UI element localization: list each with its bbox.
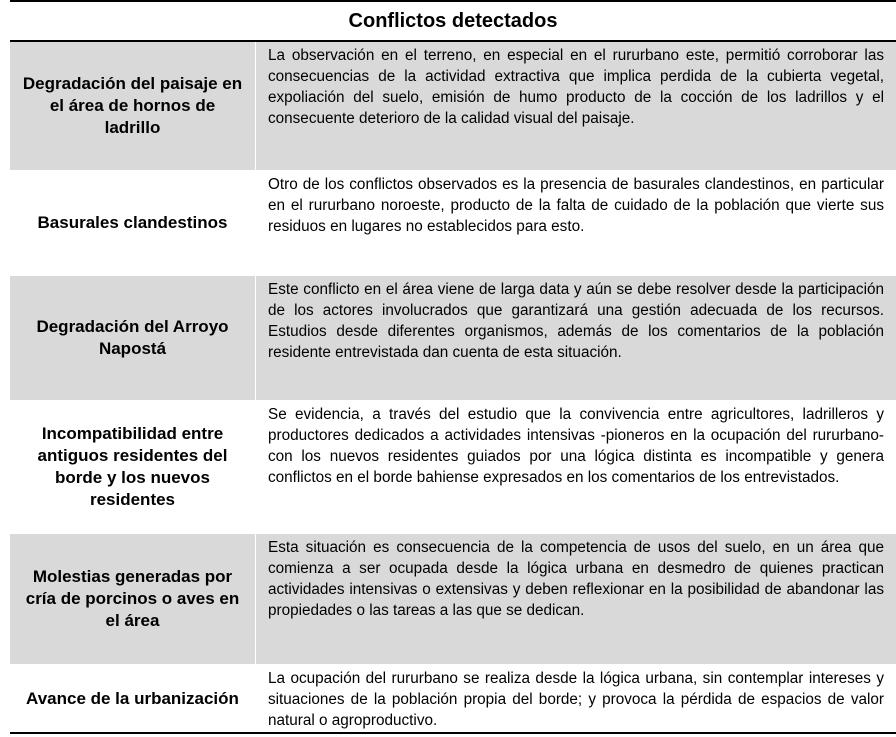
conflict-description: Se evidencia, a través del estudio que la convivencia entre agricultores, ladrilleros y productores dedicados a actividades intensivas -pioneros en la ocupación del rururbano- con los nuevos residentes guiados por una lógica distinta es incompatible y genera conflictos en el borde bahiense expresados en los comentarios de los entrevistados. [268,406,884,486]
conflict-description: La observación en el terreno, en especial en el rururbano este, permitió corroborar las consecuencias de la actividad extractiva que implica perdida de la cubierta vegetal, expoliación del suelo, emisión de humo producto de la cocción de los ladrillos y el consecuente deterioro de la calidad visual del paisaje. [268,47,884,127]
table-title: Conflictos detectados [10,0,896,42]
table-row [10,533,896,664]
conflict-description: Este conflicto en el área viene de larga data y aún se debe resolver desde la participación de los actores involucrados que garantizará una gestión adecuada de los recursos. Estudios desde diferentes organismos, además de los comentarios de la población residente entrevistada dan cuenta de esta situación. [268,281,884,361]
conflicts-table [10,0,896,734]
table-row [10,664,896,734]
conflict-description: La ocupación del rururbano se realiza desde la lógica urbana, sin contemplar intereses y situaciones de la población propia del borde; y provoca la pérdida de espacios de valor natural o agroproductivo. [268,670,884,729]
conflict-label: Molestias generadas por cría de porcinos o aves en el área [25,567,240,630]
conflict-label: Degradación del paisaje en el área de hornos de ladrillo [22,74,243,137]
conflict-description: Esta situación es consecuencia de la competencia de usos del suelo, en un área que comienza a ser ocupada desde la lógica urbana en desmedro de quienes practican actividades intensivas o extensivas y deben reflexionar en la posibilidad de abandonar las propiedades o las tareas a las que se dedican. [268,539,884,619]
conflict-label: Incompatibilidad entre antiguos residentes del borde y los nuevos residentes [37,424,228,509]
conflict-label: Degradación del Arroyo Napostá [36,317,229,358]
table-row [10,275,896,400]
table-row [10,400,896,533]
conflict-description: Otro de los conflictos observados es la presencia de basurales clandestinos, en particular en el rururbano noroeste, producto de la falta de cuidado de la población que vierte sus residuos en lugares no establecidos para esto. [268,176,884,235]
conflict-label: Avance de la urbanización [26,688,239,708]
table-row [10,42,896,170]
table-row [10,170,896,275]
conflict-label: Basurales clandestinos [37,213,228,232]
